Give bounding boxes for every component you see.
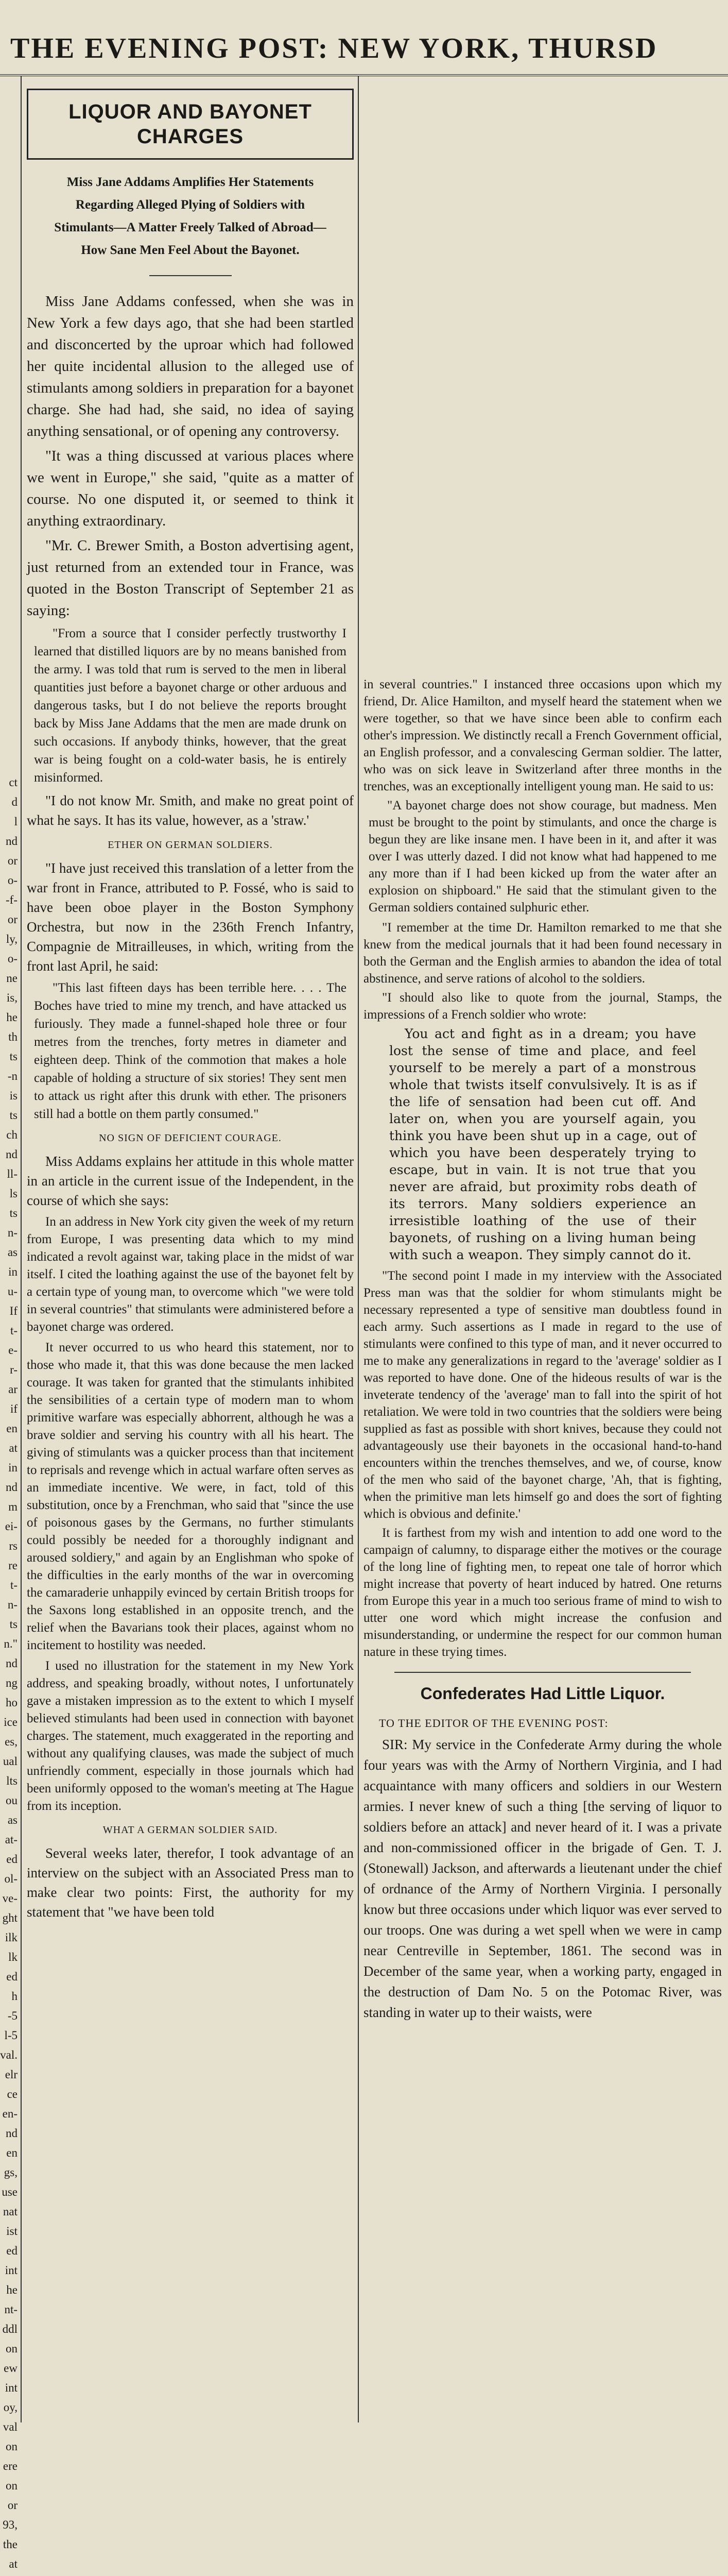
fragment-line: in xyxy=(8,1461,18,1474)
fragment-line: ng xyxy=(6,1676,18,1689)
fragment-line: en- xyxy=(2,2107,18,2120)
fragment-line: n." xyxy=(4,1637,18,1650)
article-main-column xyxy=(27,77,354,1925)
fragment-line: t- xyxy=(10,1324,18,1337)
fragment-line: in xyxy=(8,1265,18,1278)
fragment-line: nd xyxy=(6,1148,18,1161)
fragment-line: ist xyxy=(6,2225,18,2238)
fragment-line: ve- xyxy=(2,1892,18,1905)
fragment-line: is, xyxy=(6,991,18,1004)
fragment-line: oy, xyxy=(3,2401,18,2414)
fragment-line: es, xyxy=(5,1735,18,1748)
paragraph: "The second point I made in my interview with the Associated Press man was that the soldier for whom stimulants might be necessary represented a type of sensitive man doubtless found in each army. Such assertions as I made in regard to the use of stimulants were confined to this type of man, and it never occurred to me to make any generalizations in regard to the 'average' soldier as I was reported to have done. One of the hideous results of war is the inveterate tendency of the 'average' man to fall into the spirit of hot retaliation. We were told in two countries that the soldiers were being supplied as fast as possible with short knives, because they could not advantageously use their bayonets in the occasional hand-to-hand encounters within the trenches themselves, and we, of course, know of the men who said of the bayonet charge, 'Ah, that is fighting, when the primitive man lets himself go and does the sort of fighting which is obvious and definite.' xyxy=(363,1269,722,1521)
fragment-line: elr xyxy=(5,2068,18,2081)
fragment-line: ne xyxy=(6,972,18,985)
subhead-courage: NO SIGN OF DEFICIENT COURAGE. xyxy=(99,1132,282,1144)
fragment-line: he xyxy=(6,2283,18,2296)
fragment-line: ice xyxy=(4,1716,18,1728)
fragment-line: If xyxy=(9,1304,18,1317)
fragment-line: -f- xyxy=(6,893,18,906)
fragment-line: lk xyxy=(8,1951,18,1963)
fragment-line: if xyxy=(10,1402,18,1415)
fragment-line: val. xyxy=(0,2048,18,2061)
fragment-line: int xyxy=(5,2264,18,2277)
fragment-line: ght xyxy=(2,1911,18,1924)
paragraph: "I remember at the time Dr. Hamilton remarked to me that she knew from the medical journals that it had been found necessary in both the German and the English armies to abandon the idea of total abstinence, and serve rations of alcohol to the soldiers. xyxy=(363,921,722,986)
fragment-line: ere xyxy=(3,2460,18,2472)
paragraph: Miss Jane Addams confessed, when she was in New York a few days ago, that she had been startled and disconcerted by the uproar which had followed her quite incidental allusion to the alleged use of stimulants among soldiers in preparation for a bayonet charge. She had had, she said, no idea of saying anything sensational, or of opening any controversy. xyxy=(27,293,354,439)
fragment-line: ct xyxy=(9,776,18,789)
fragment-line: ed xyxy=(6,1853,18,1866)
fragment-line: on xyxy=(6,2479,18,2492)
article-deck: Miss Jane Addams Amplifies Her Statements Regarding Alleged Plying of Soldiers with Stimulants—A Matter Freely Talked of Abroad—How Sane Men Feel About the Bayonet. xyxy=(54,175,326,257)
fragment-line: ts xyxy=(9,1618,18,1631)
paragraph: I used no illustration for the statement in my New York address, and speaking broadly, without notes, I unfortunately gave a mistaken impression as to the extent to which I myself believed stimulants had been used in connection with bayonet charges. The statement, much exaggerated in the reporting and without any qualifying clauses, was made the subject of much unfriendly comment, especially in those journals which had been uniformly opposed to the woman's meeting at The Hague from its inception. xyxy=(27,1659,354,1813)
fragment-line: lts xyxy=(6,1774,18,1787)
paragraph: In an address in New York city given the week of my return from Europe, I was presenting data which to my mind indicated a revolt against war, taking place in the midst of war itself. I cited the loathing against the use of the bayonet felt by a certain type of young man, to overcome which "we were told in several countries" that stimulants were administered before a bayonet charge was ordered. xyxy=(27,1215,354,1334)
fragment-line: re xyxy=(8,1559,18,1572)
paragraph: in several countries." I instanced three occasions upon which my friend, Dr. Alice Hamilton, and myself heard the statement when we were together, so that we have since been able to confirm each other's impression. We distinctly recall a French Government official, an English professor, and a convalescing German soldier. The latter, who was on sick leave in Switzerland after three months in the trenches, was an exceptionally intelligent young man. He said to us: xyxy=(363,677,722,793)
fragment-line: en xyxy=(6,2146,18,2159)
fragment-line: en xyxy=(6,1422,18,1435)
masthead-title: THE EVENING POST: NEW YORK, THURSD xyxy=(10,32,658,64)
fragment-line: ho xyxy=(6,1696,18,1709)
fragment-line: u- xyxy=(7,1285,18,1298)
fragment-line: ual xyxy=(3,1755,18,1768)
subhead-ether: ETHER ON GERMAN SOLDIERS. xyxy=(108,839,273,851)
fragment-line: rs xyxy=(9,1539,18,1552)
quote-smith: "From a source that I consider perfectly trustworthy I learned that distilled liquors are by no means banished from the army. I was told that rum is served to the men in liberal quantities just before a bayonet charge or other arduous and dangerous tasks, but I do not believe the reports brought back by Miss Jane Addams that the men are made drunk on such occasions. If anybody thinks, however, that the great war is being fought on a cold-water basis, he is entirely misinformed. xyxy=(34,626,346,785)
letter-to-editor xyxy=(363,1717,722,2023)
fragment-line: 93, xyxy=(3,2518,18,2531)
article-headline: LIQUOR AND BAYONET CHARGES xyxy=(68,100,312,148)
fragment-line: he xyxy=(6,1011,18,1024)
fragment-line: ce xyxy=(7,2088,18,2100)
quote-french-soldier: You act and fight as in a dream; you have lost the sense of time and place, and feel yourself to be merely a part of a monstrous whole that twists itself convulsively. It is as if the life of sensation had been cut off. And later on, when you are yourself again, you think you have been shut up in a cage, out of which you have been desperately trying to escape, but in vain. It is not true that you never are afraid, but proximity robs death of its terrors. Many soldiers experience an irresistible loathing of the use of their bayonets, of rushing on a living human being with such a weapon. They simply cannot do it. xyxy=(389,1026,696,1262)
fragment-line: int xyxy=(5,2381,18,2394)
letter-salutation: TO THE EDITOR OF THE EVENING POST: xyxy=(379,1717,609,1730)
headline-box xyxy=(27,89,354,160)
fragment-line: nd xyxy=(6,1657,18,1670)
fragment-line: e- xyxy=(8,1344,18,1357)
fragment-line: ch xyxy=(6,1128,18,1141)
paragraph: "I do not know Mr. Smith, and make no great point of what he says. It has its value, however, as a 'straw.' xyxy=(27,793,354,828)
fragment-line: nat xyxy=(3,2205,18,2218)
fragment-line: ou xyxy=(6,1794,18,1807)
paragraph: "It was a thing discussed at various places where we went in Europe," she said, "quite as a matter of course. No one disputed it, or seemed to think it anything extraordinary. xyxy=(27,448,354,529)
fragment-line: ll- xyxy=(7,1167,18,1180)
column-rule-right xyxy=(358,76,359,2422)
column-rule-left xyxy=(21,76,22,2422)
fragment-line: -5 xyxy=(7,2009,18,2022)
fragment-line: val xyxy=(3,2420,18,2433)
fragment-line: l xyxy=(14,815,18,828)
fragment-line: ls xyxy=(9,1187,18,1200)
fragment-line: the xyxy=(3,2538,18,2551)
fragment-line: ei- xyxy=(5,1520,18,1533)
fragment-line: l-5 xyxy=(4,2029,18,2042)
letter-body: SIR: My service in the Confederate Army during the whole four years was with the Army of Northern Virginia, and I had acquaintance with many officers and soldiers in our Western armies. I never knew of such a thing [the serving of liquor to soldiers before an attack] and never heard of it. I was a private and non-commissioned officer in the brigade of Gen. T. J. (Stonewall) Jackson, and afterwards a lieutenant under the chief of ordnance of the Army of Northern Virginia. I personally know but three occasions under which liquor was ever served to our troops. One was during a wet spell when we were in camp near Centreville in September, 1861. The second was in December of the same year, when a working party, engaged in the destruction of Dam No. 5 on the Potomac River, was standing in water up to their waists, were xyxy=(363,1737,722,2020)
fragment-line: ly, xyxy=(6,933,18,945)
fragment-line: ts xyxy=(9,1207,18,1219)
quote-fosse: "This last fifteen days has been terrible here. . . . The Boches have tried to mine my trench, and have attacked us furiously. They made a funnel-shaped hole three or four metres from the trenches, forty metres in diameter and eighteen deep. Think of the commotion that makes a hole capable of holding a structure of six stories! They sent men to attack us right after this drunk with ether. The prisoners still had a bottle on them partly consumed." xyxy=(34,981,346,1121)
fragment-line: -n xyxy=(7,1070,18,1082)
fragment-line: nd xyxy=(6,1481,18,1494)
fragment-line: ar xyxy=(8,1383,18,1396)
fragment-line: h xyxy=(11,1990,18,2003)
divider xyxy=(394,1672,691,1673)
paragraph: It is farthest from my wish and intention to add one word to the campaign of calumny, to disparage either the motives or the courage of the long line of fighting men, to repeat one tale of horror which might increase that poverty of heart induced by hatred. One returns from Europe this year in a much too serious frame of mind to wish to utter one word which might increase the confusion and misunderstanding, or undermine the respect for our common human nature in these trying times. xyxy=(363,1526,722,1659)
fragment-line: as xyxy=(7,1814,18,1826)
fragment-line xyxy=(0,2574,19,2576)
fragment-line: at xyxy=(9,2557,18,2570)
divider xyxy=(149,275,232,276)
fragment-line: on xyxy=(6,2440,18,2453)
fragment-line: at- xyxy=(5,1833,18,1846)
fragment-line: ol- xyxy=(4,1872,18,1885)
fragment-line: ed xyxy=(6,1970,18,1983)
article-right-column xyxy=(363,676,722,2025)
paragraph: "I have just received this translation of a letter from the war front in France, attributed to P. Fossé, who is said to have been oboe player in the Boston Symphony Orchestra, but now in the 236th French Infantry, Compagnie de Mitrailleuses, in which, writing from the front last April, he said: xyxy=(27,860,354,974)
subhead-soldier: WHAT A GERMAN SOLDIER SAID. xyxy=(102,1824,278,1836)
fragment-line: th xyxy=(8,1030,18,1043)
fragment-line: n- xyxy=(7,1226,18,1239)
paragraph: Several weeks later, therefor, I took advantage of an interview on the subject with an Associated Press man to make clear two points: First, the authority for my statement that "we have been told xyxy=(27,1845,354,1920)
fragment-line: is xyxy=(9,1089,18,1102)
fragment-line: o- xyxy=(7,952,18,965)
paragraph: "I should also like to quote from the journal, Stamps, the impressions of a French soldier who wrote: xyxy=(363,991,722,1022)
fragment-line: n- xyxy=(7,1598,18,1611)
paragraph: Miss Addams explains her attitude in this whole matter in an article in the current issue of the Independent, in the course of which she says: xyxy=(27,1154,354,1208)
fragment-line: r- xyxy=(10,1363,18,1376)
paragraph: "Mr. C. Brewer Smith, a Boston advertising agent, just returned from an extended tour in France, was quoted in the Boston Transcript of September 21 as saying: xyxy=(27,537,354,619)
paragraph: It never occurred to us who heard this statement, nor to those who made it, that this was done because the men lacked courage. It was taken for granted that the stimulants inhibited the sensibilities of a certain type of modern man to whom primitive warfare was especially abhorrent, although he was a brave soldier and serving his country with all his heart. The giving of stimulants was a quicker process than that incitement to reprisals and revenge which in actual warfare often serves as an immediate incentive. We were, in fact, told of this substitution, once by a Frenchman, who said that "since the use of poisonous gases by the Germans, no further stimulants could possibly be needed for a thoroughly indignant and aroused soldiery," and again by an Englishman who spoke of the difficulties in the early months of the war in overcoming the camaraderie unhappily evinced by certain British troops for the Saxons long established in an opposite trench, and the relief when the Bavarians took their places, against whom no incitement to hostility was needed. xyxy=(27,1341,354,1652)
fragment-line: ilk xyxy=(5,1931,18,1944)
fragment-line: m xyxy=(8,1500,18,1513)
fragment-line: or xyxy=(7,854,18,867)
fragment-line: ts xyxy=(9,1050,18,1063)
fragment-line: at xyxy=(9,1442,18,1454)
masthead xyxy=(0,0,728,76)
fragment-line: ew xyxy=(4,2362,18,2375)
fragment-line: nt- xyxy=(4,2303,18,2316)
adjacent-column-fragment xyxy=(0,773,19,2570)
fragment-line: ed xyxy=(6,2244,18,2257)
fragment-line: ts xyxy=(9,1109,18,1122)
fragment-line: ddl xyxy=(2,2323,18,2335)
quote-german-soldier: "A bayonet charge does not show courage, but madness. Men must be brought to the point by stimulants, and once the charge is begun they are like insane men. I have been in it, and after it was over I was utterly dazed. I did not know what had happened to me any more than if I had been kicked up from the water after an explosion on shipboard." He said that the stimulant given to the German soldiers contained sulphuric ether. xyxy=(369,799,717,914)
fragment-line: o- xyxy=(7,874,18,887)
fragment-line: as xyxy=(7,1246,18,1259)
letter-headline: Confederates Had Little Liquor. xyxy=(420,1684,665,1703)
fragment-line: or xyxy=(7,2499,18,2512)
fragment-line: use xyxy=(2,2185,18,2198)
fragment-line: nd xyxy=(6,2127,18,2140)
fragment-line: on xyxy=(6,2342,18,2355)
fragment-line: d xyxy=(11,795,18,808)
fragment-line: gs, xyxy=(4,2166,18,2179)
fragment-line: nd xyxy=(6,835,18,848)
fragment-line: or xyxy=(7,913,18,926)
fragment-line: t- xyxy=(10,1579,18,1591)
